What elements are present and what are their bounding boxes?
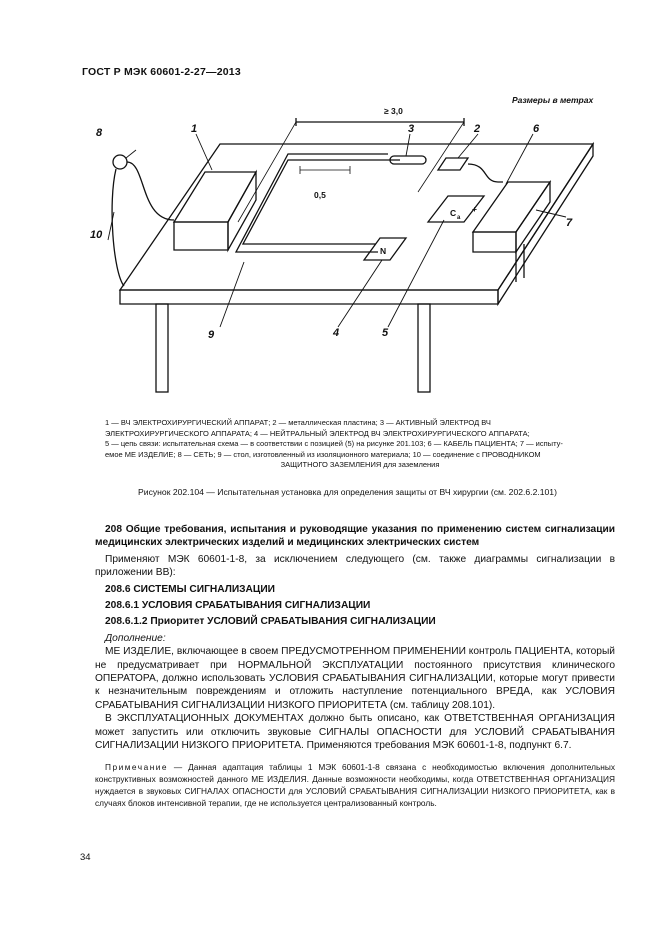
me-equipment bbox=[473, 182, 550, 232]
coupling-label-sub: a bbox=[457, 215, 461, 221]
metal-plate bbox=[438, 158, 468, 170]
heading-208-6: 208.6 СИСТЕМЫ СИГНАЛИЗАЦИИ bbox=[105, 583, 276, 595]
callout-4: 4 bbox=[333, 327, 340, 339]
table-leg-right bbox=[418, 304, 430, 392]
dimension-inner-label: 0,5 bbox=[314, 190, 326, 200]
table-leg-left bbox=[156, 304, 168, 392]
note-label: Примечание bbox=[105, 761, 169, 772]
legend-line: ЭЛЕКТРОХИРУРГИЧЕСКОГО АППАРАТА; 4 — НЕЙТРАЛЬНЫЙ ЭЛЕКТРОД ВЧ ЭЛЕКТРОХИРУРГИЧЕСКОГО АППАРАТА; bbox=[105, 428, 530, 438]
heading-208-6-1-2: 208.6.1.2 Приоритет УСЛОВИЙ СРАБАТЫВАНИЯ СИГНАЛИЗАЦИИ bbox=[105, 616, 436, 628]
figure-legend bbox=[105, 418, 615, 471]
callout-10: 10 bbox=[90, 229, 103, 241]
coupling-label: C bbox=[450, 208, 457, 218]
legend-line: 5 — цепь связи: испытательная схема — в соответствии с позицией (5) на рисунке 201.103; 6 — КАБЕЛЬ ПАЦИЕНТА; 7 — испыту- bbox=[105, 439, 563, 448]
page-header: ГОСТ Р МЭК 60601-2-27—2013 bbox=[82, 66, 241, 78]
legend-line: ЗАЩИТНОГО ЗАЗЕМЛЕНИЯ для заземления bbox=[280, 460, 440, 469]
callout-3: 3 bbox=[408, 123, 415, 135]
table-side-edge bbox=[498, 144, 593, 304]
hf-surgical-unit bbox=[174, 172, 256, 222]
body-text bbox=[95, 523, 615, 817]
dimension-line-inner bbox=[300, 166, 350, 174]
test-circuit-wire bbox=[236, 154, 388, 252]
legend-line: емое МЕ ИЗДЕЛИЕ; 8 — СЕТЬ; 9 — стол, изготовленный из изоляционного материала; 10 — соединение с ПРОВОДНИКОМ bbox=[105, 449, 541, 459]
plus-sign: + bbox=[472, 204, 477, 214]
units-note: Размеры в метрах bbox=[512, 95, 594, 105]
mains-socket bbox=[113, 155, 127, 169]
neutral-label: N bbox=[380, 246, 387, 256]
dimension-length-label: ≥ 3,0 bbox=[384, 106, 403, 116]
legend-line: 1 — ВЧ ЭЛЕКТРОХИРУРГИЧЕСКИЙ АППАРАТ; 2 — металлическая пластина; 3 — АКТИВНЫЙ ЭЛЕКТРОД ВЧ bbox=[105, 418, 491, 427]
addition-label: Дополнение: bbox=[105, 632, 166, 644]
note-text: — Данная адаптация таблицы 1 МЭК 60601-1-8 связана с необходимостью включения дополнительных конструктивных возможностей данного МЕ ИЗДЕЛИЯ. Данные возможности необходимы, когда ОТВЕТСТВЕННАЯ ОРГАНИЗАЦИЯ нуждается в звуковых СИГНАЛАХ ОПАСНОСТИ для УСЛОВИЙ СРАБАТЫВАНИЯ СИГНАЛИЗАЦИИ НИЗКОГО ПРИОРИТЕТА, как в случаях блоков интенсивной терапии, где не используется централизованный контроль. bbox=[95, 761, 615, 808]
callout-9: 9 bbox=[208, 329, 215, 341]
earth-connection bbox=[112, 169, 124, 286]
table-top bbox=[120, 144, 593, 290]
test-setup-figure bbox=[88, 92, 608, 410]
callout-2: 2 bbox=[474, 123, 481, 135]
patient-cable bbox=[468, 164, 503, 182]
callout-8: 8 bbox=[96, 127, 103, 139]
dimension-line-length bbox=[296, 118, 464, 126]
mains-cable bbox=[127, 162, 174, 220]
note bbox=[95, 761, 615, 809]
heading-208-6-1: 208.6.1 УСЛОВИЯ СРАБАТЫВАНИЯ СИГНАЛИЗАЦИИ bbox=[105, 600, 371, 612]
section-208-heading: 208 Общие требования, испытания и руководящие указания по применению систем сигнализации медицинских электрических изделий и медицинских электрических систем bbox=[95, 524, 615, 549]
paragraph-1: МЕ ИЗДЕЛИЕ, включающее в своем ПРЕДУСМОТРЕННОМ ПРИМЕНЕНИИ контроль ПАЦИЕНТА, который не предусматривает при НОРМАЛЬНОЙ ЭКСПЛУАТАЦИИ постоянного присутствия клинического ОПЕРАТОРА, должно использовать УСЛОВИЯ СРАБАТЫВАНИЯ СИГНАЛИЗАЦИИ, которые могут привести к незначительным повреждениям и отложить наступление потенциального ВРЕДА, как УСЛОВИЯ СРАБАТЫВАНИЯ СИГНАЛИЗАЦИИ НИЗКОГО ПРИОРИТЕТА (см. таблицу 208.101). bbox=[95, 646, 615, 711]
callout-5: 5 bbox=[382, 327, 389, 339]
page-number: 34 bbox=[80, 852, 91, 863]
callout-6: 6 bbox=[533, 123, 540, 135]
paragraph-2: В ЭКСПЛУАТАЦИОННЫХ ДОКУМЕНТАХ должно быть описано, как ОТВЕТСТВЕННАЯ ОРГАНИЗАЦИЯ может запустить или отключить звуковые СИГНАЛЫ ОПАСНОСТИ для УСЛОВИЙ СРАБАТЫВАНИЯ СИГНАЛИЗАЦИИ НИЗКОГО ПРИОРИТЕТА. Применяются требования МЭК 60601-1-8, подпункт 6.7. bbox=[95, 713, 615, 752]
table-front-edge bbox=[120, 290, 498, 304]
callout-1: 1 bbox=[191, 123, 198, 135]
figure-caption: Рисунок 202.104 — Испытательная установка для определения защиты от ВЧ хирургии (см. 202.6.2.101) bbox=[138, 487, 557, 497]
callout-7: 7 bbox=[566, 217, 573, 229]
section-208-applies: Применяют МЭК 60601-1-8, за исключением следующего (см. также диаграммы сигнализации в приложении ВВ): bbox=[95, 553, 615, 579]
